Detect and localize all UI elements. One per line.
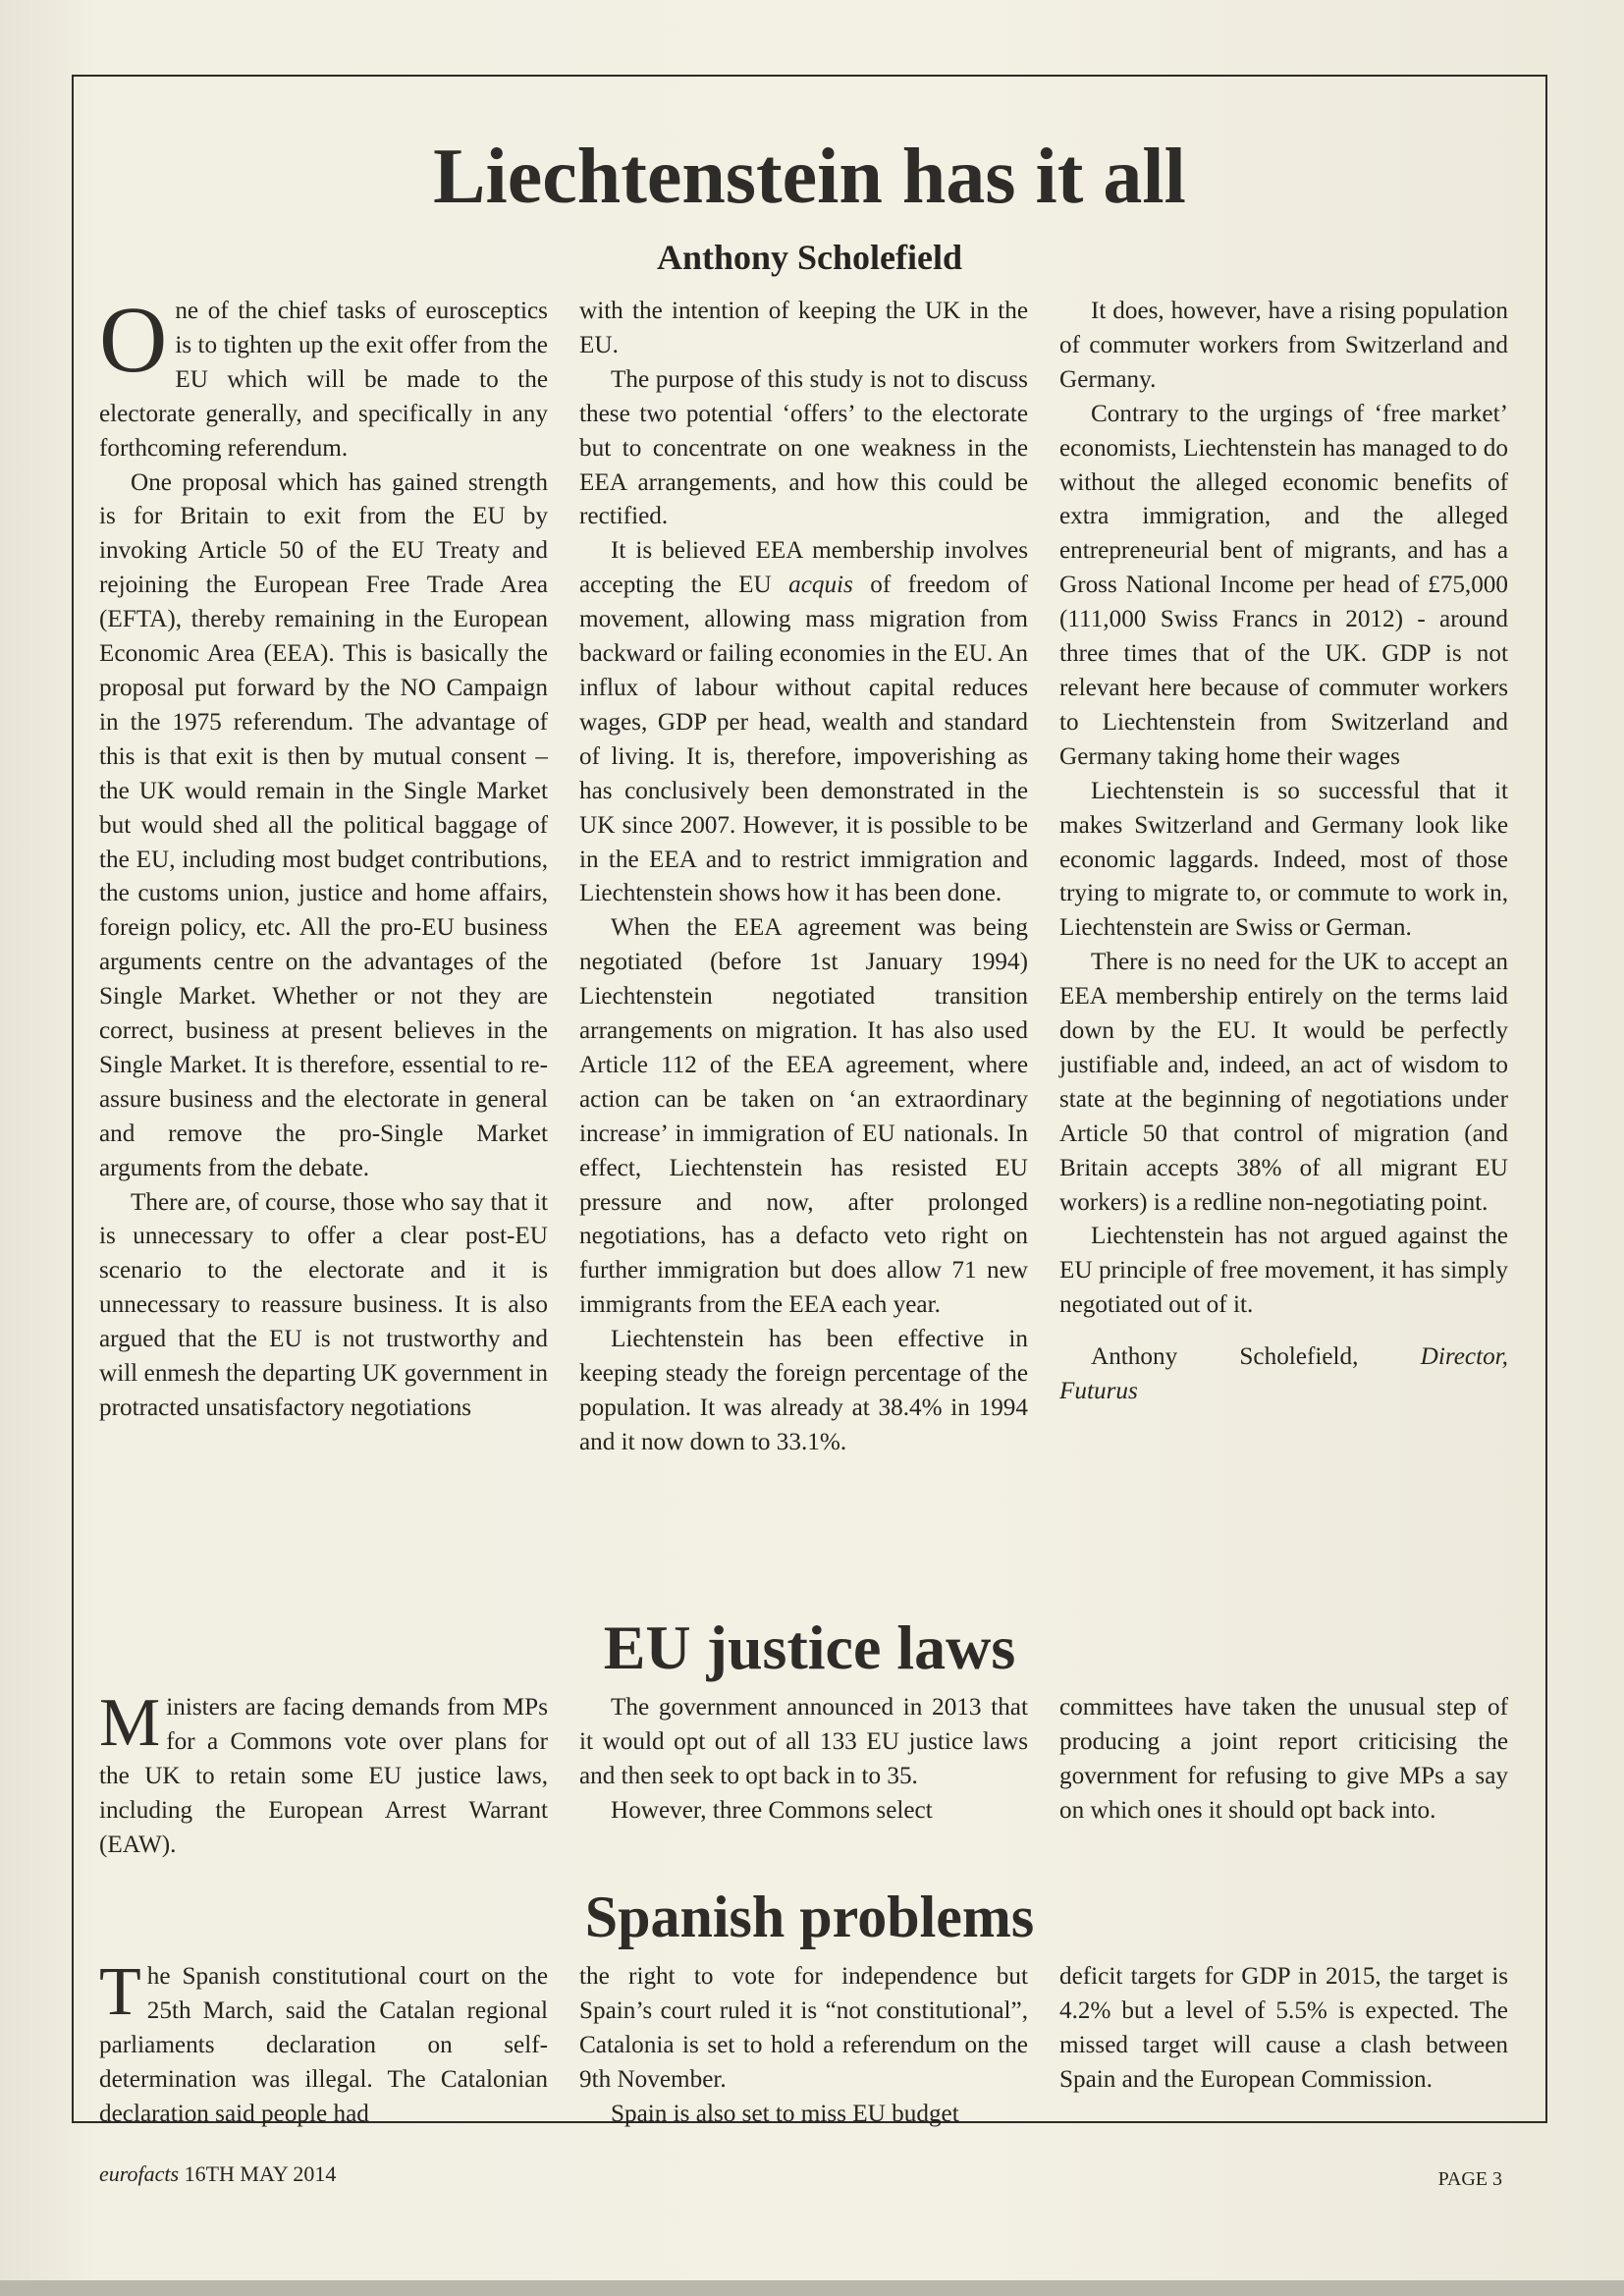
paragraph: Spain is also set to miss EU budget (611, 2100, 959, 2127)
paragraph-text: inisters are facing demands from MPs for a Commons vote over plans for the UK to retain some EU justice laws, including the European Arrest Warrant (EAW). (99, 1694, 548, 1858)
paragraph: There is no need for the UK to accept an EEA membership entirely on the terms laid down by the EU. It would be perfectly justifiable and, indeed, an act of wisdom to state at the beginning of negotiations under Article 50 that control of migration (and Britain accepts 38% of all migrant EU workers) is a redline non-negotiating point. (1059, 949, 1508, 1216)
italic-term: acquis (788, 572, 853, 599)
paragraph (99, 1685, 548, 1863)
paragraph: Contrary to the urgings of ‘free market’ economists, Liechtenstein has managed to do without the alleged economic benefits of extra immigration, and the alleged entrepreneurial bent of migrants, and has a Gross National Income per head of £75,000 (111,000 Swiss Francs in 2012) - around three times that of the UK. GDP is not relevant here because of commuter workers to Liechtenstein from Switzerland and Germany taking home their wages (1059, 400, 1508, 770)
signoff-name-first: Anthony (1091, 1343, 1178, 1371)
signoff-org: Futurus (1059, 1378, 1138, 1405)
paragraph: Liechtenstein has not argued against the EU principle of free movement, it has simply negotiated out of it. (1059, 1223, 1508, 1319)
paragraph: One proposal which has gained strength is for Britain to exit from the EU by invoking Article 50 of the EU Treaty and rejoining the European Free Trade Area (EFTA), thereby remaining in the European Economic Area (EEA). This is basically the proposal put forward by the NO Campaign in the 1975 referendum. The advantage of this is that exit is then by mutual consent – the UK would remain in the Single Market but would shed all the political baggage of the EU, including most budget contributions, the customs union, justice and home affairs, foreign policy, etc. All the pro-EU business arguments centre on the advantages of the Single Market. Whether or not they are correct, business at present believes in the Single Market. It is therefore, essential to re-assure business and the electorate in general and remove the pro-Single Market arguments from the debate. (99, 468, 548, 1181)
article-title-spanish-problems: Spanish problems (584, 1885, 1035, 1949)
spain-column-1 (99, 1954, 548, 2137)
paragraph: The purpose of this study is not to discuss these two potential ‘offers’ to the electorate but to concentrate on one weakness in the EEA arrangements, and how this could be rectified. (579, 365, 1028, 530)
publication-name: eurofacts (99, 2161, 180, 2186)
paragraph-text: ne of the chief tasks of eurosceptics is to tighten up the exit offer from the EU which will be made to the electorate generally, and specifically in any forthcoming referendum. (99, 298, 548, 462)
paragraph-text: It is believed EEA membership involves accepting the EU (579, 537, 1028, 599)
drop-cap: O (99, 287, 168, 392)
publication-date: 16TH MAY 2014 (184, 2161, 337, 2186)
paragraph: There are, of course, those who say that it is unnecessary to offer a clear post-EU scenario to the electorate and it is unnecessary to reassure business. It is also argued that the EU is not trustworthy and will enmesh the departing UK government in protracted unsatisfactory negotiations (99, 1188, 548, 1421)
paragraph: the right to vote for independence but Spain’s court ruled it is “not constitutional”, Catalonia is set to hold a referendum on the 9th November. (579, 1963, 1028, 2093)
drop-cap: T (99, 1954, 141, 2030)
article-byline: Anthony Scholefield (656, 238, 963, 277)
paragraph: It does, however, have a rising population of commuter workers from Switzerland and Germany. (1059, 298, 1508, 393)
paragraph-text: he Spanish constitutional court on the 25th March, said the Catalan regional parliaments declaration on self-determination was illegal. The Catalonian declaration said people had (99, 1963, 548, 2127)
paragraph (579, 534, 1028, 911)
paragraph-text: of freedom of movement, allowing mass migration from backward or failing economies in the EU. An influx of labour without capital reduces wages, GDP per head, wealth and standard of living. It is, therefore, impoverishing as has conclusively been demonstrated in the UK since 2007. However, it is possible to be in the EEA and to restrict immigration and Liechtenstein shows how it has been done. (579, 572, 1028, 907)
drop-cap: M (99, 1685, 161, 1761)
paragraph: with the intention of keeping the UK in the EU. (579, 298, 1028, 358)
article-title-liechtenstein: Liechtenstein has it all (433, 134, 1186, 220)
liechtenstein-column-1 (99, 287, 548, 1601)
justice-column-2 (579, 1691, 1028, 1868)
paragraph: Liechtenstein is so successful that it makes Switzerland and Germany look like economic laggards. Indeed, most of those trying to migrate to, or commute to work in, Liechtenstein are Swiss or German. (1059, 777, 1508, 942)
spain-column-3 (1059, 1960, 1508, 2137)
paragraph: committees have taken the unusual step of producing a joint report criticising the government for refusing to give MPs a say on which ones it should opt back into. (1059, 1694, 1508, 1824)
paragraph (99, 1954, 548, 2132)
paragraph: deficit targets for GDP in 2015, the target is 4.2% but a level of 5.5% is expected. The missed target will cause a clash between Spain and the European Commission. (1059, 1963, 1508, 2093)
liechtenstein-column-3 (1059, 295, 1508, 1601)
author-organization (1059, 1375, 1508, 1409)
spain-column-2 (579, 1960, 1028, 2137)
author-signoff (1059, 1340, 1508, 1375)
justice-column-3 (1059, 1691, 1508, 1868)
signoff-title: Director, (1420, 1343, 1508, 1371)
paragraph: When the EEA agreement was being negotiated (before 1st January 1994) Liechtenstein negotiated transition arrangements on migration. It has also used Article 112 of the EEA agreement, where action can be taken on ‘an extraordinary increase’ in immigration of EU nationals. In effect, Liechtenstein has resisted EU pressure and now, after prolonged negotiations, has a defacto veto right on further immigration but does allow 71 new immigrants from the EEA each year. (579, 914, 1028, 1319)
paragraph: Liechtenstein has been effective in keeping steady the foreign percentage of the population. It was already at 38.4% in 1994 and it now down to 33.1%. (579, 1326, 1028, 1455)
paragraph (99, 287, 548, 466)
page-number: PAGE 3 (1437, 2168, 1502, 2190)
footer-publication (99, 2160, 336, 2188)
paragraph: The government announced in 2013 that it would opt out of all 133 EU justice laws and then seek to opt back in to 35. (579, 1694, 1028, 1789)
scan-edge-shadow (0, 2280, 1624, 2296)
justice-column-1 (99, 1685, 548, 1868)
liechtenstein-column-2 (579, 295, 1028, 1601)
paragraph: However, three Commons select (611, 1796, 933, 1824)
signoff-name-last: Scholefield, (1239, 1343, 1359, 1371)
article-title-eu-justice: EU justice laws (603, 1613, 1016, 1682)
